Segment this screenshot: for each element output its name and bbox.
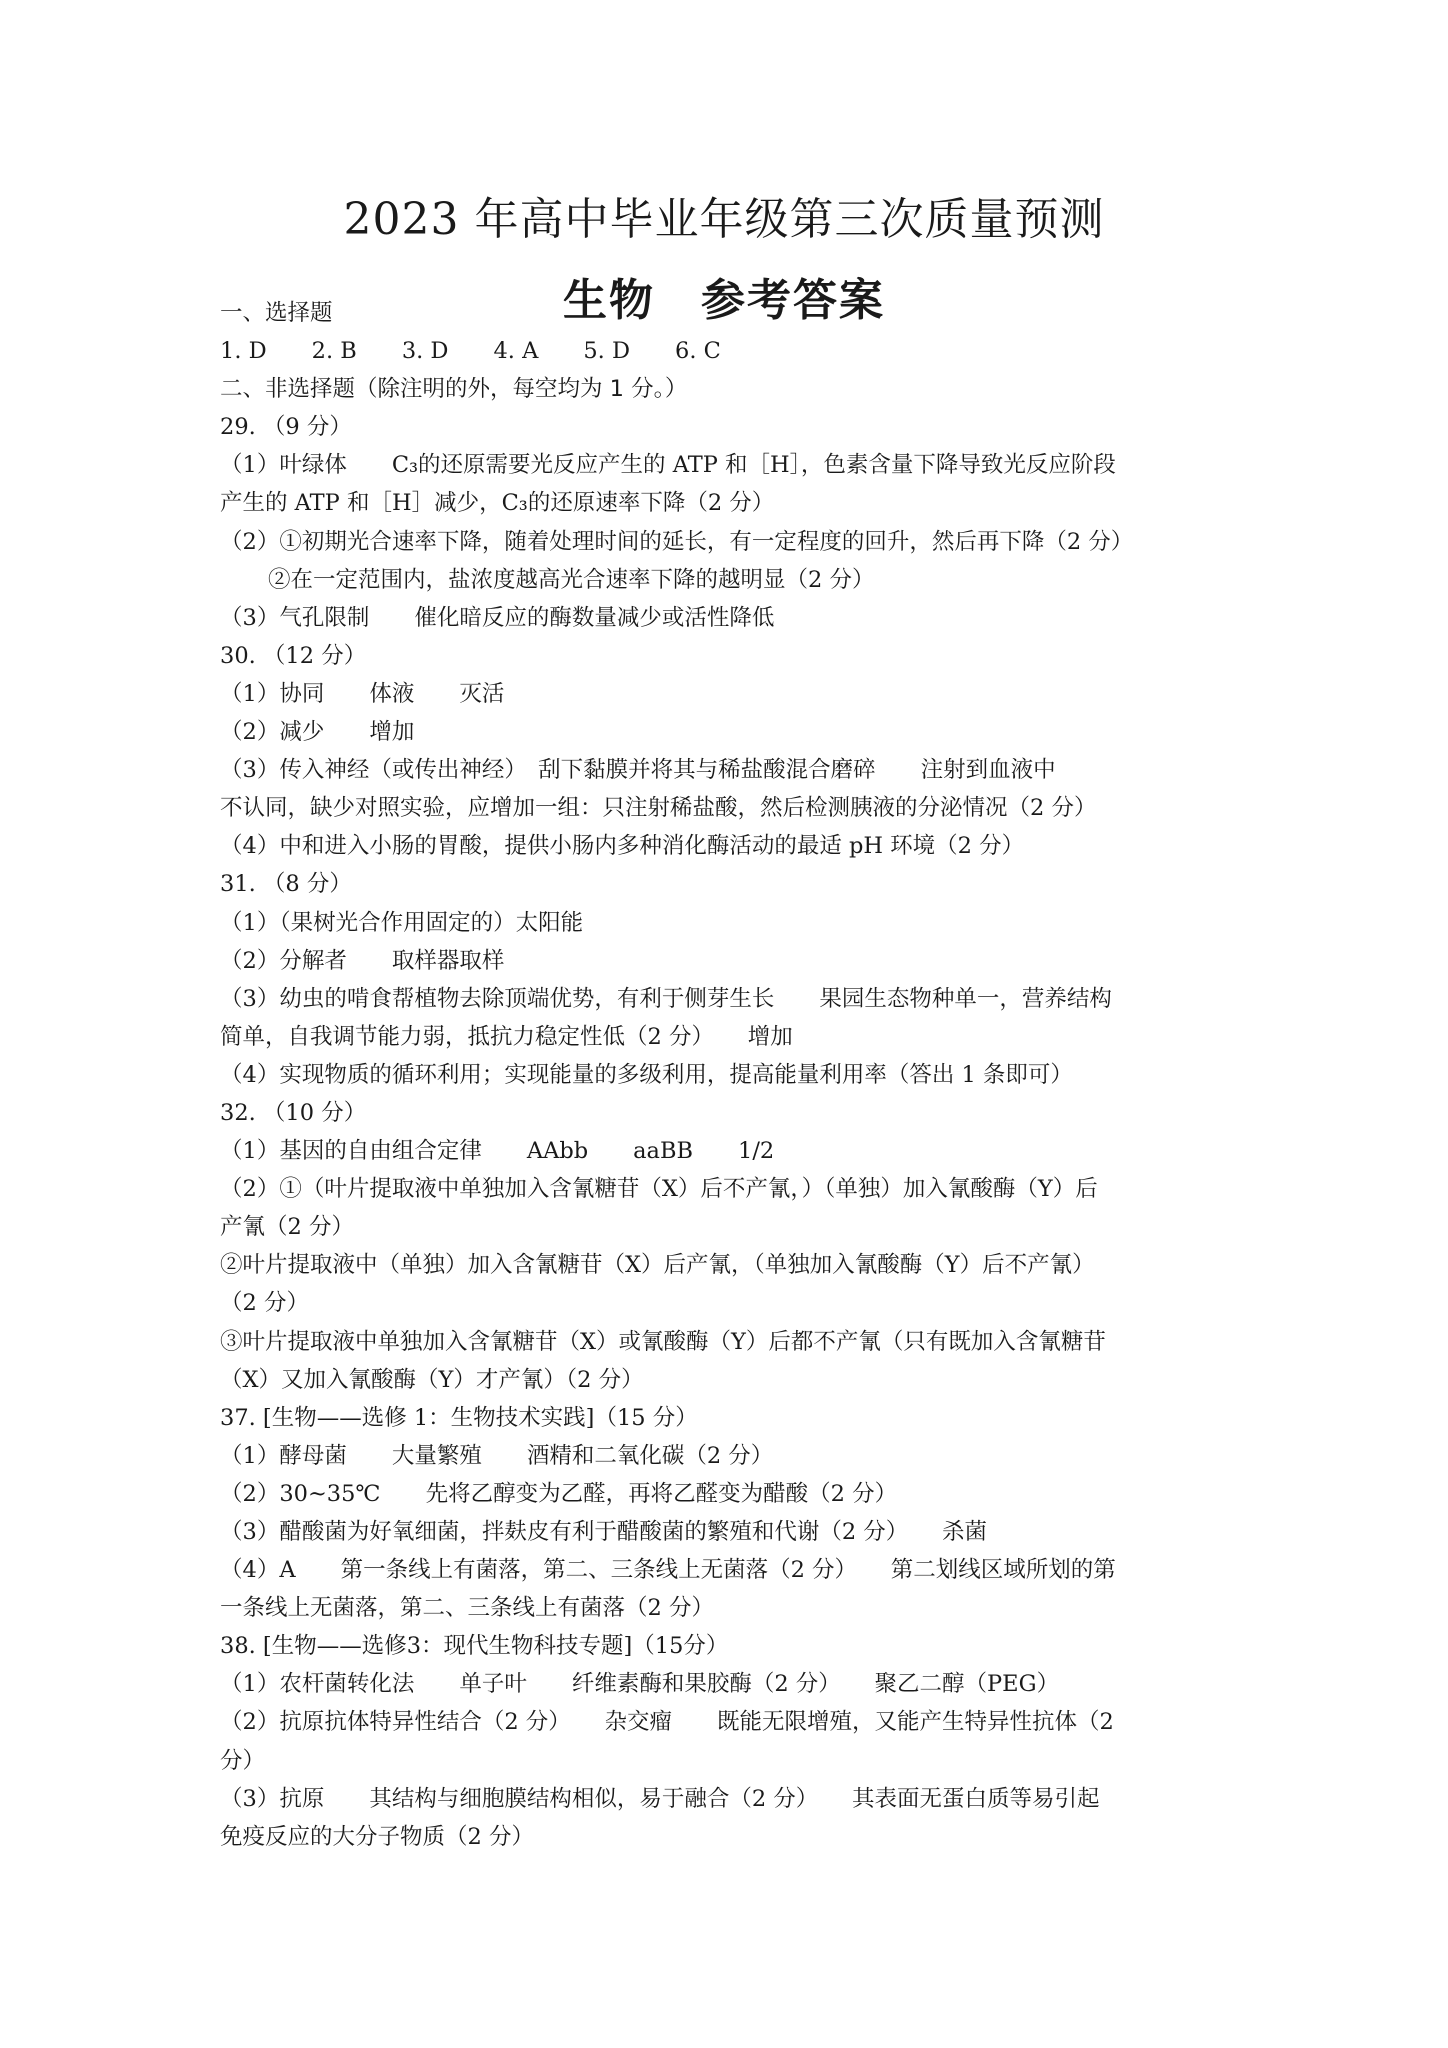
question-number: 32. （10 分） — [220, 1099, 367, 1126]
question-number: 38. [生物——选修3：现代生物科技专题]（15分） — [220, 1633, 729, 1660]
answer-line: （2）①初期光合速率下降，随着处理时间的延长，有一定程度的回升，然后再下降（2 分） — [220, 528, 1134, 555]
answer-line: 简单，自我调节能力弱，抵抗力稳定性低（2 分） 增加 — [220, 1023, 793, 1050]
answer-line: （4）中和进入小肠的胃酸，提供小肠内多种消化酶活动的最适 pH 环境（2 分） — [220, 833, 1025, 860]
answer-line: （1）酵母菌 大量繁殖 酒精和二氧化碳（2 分） — [220, 1442, 774, 1469]
page-subtitle: 生物 参考答案 — [563, 275, 885, 326]
section-heading: 二、非选择题（除注明的外，每空均为 1 分。） — [220, 376, 688, 403]
question-number: 31. （8 分） — [220, 871, 352, 898]
answer-body — [220, 294, 1240, 1856]
question-number: 30. （12 分） — [220, 642, 367, 669]
answer-line: 1. D 2. B 3. D 4. A 5. D 6. C — [220, 338, 721, 365]
answer-line: 产氰（2 分） — [220, 1214, 354, 1241]
answer-line: 产生的 ATP 和［H］减少，C₃的还原速率下降（2 分） — [220, 490, 775, 517]
answer-line: （2）抗原抗体特异性结合（2 分） 杂交瘤 既能无限增殖，又能产生特异性抗体（2 — [220, 1709, 1114, 1736]
answer-line: （4）实现物质的循环利用；实现能量的多级利用，提高能量利用率（答出 1 条即可） — [220, 1061, 1073, 1088]
question-number: 29. （9 分） — [220, 414, 352, 441]
answer-line: 不认同，缺少对照实验，应增加一组：只注射稀盐酸，然后检测胰液的分泌情况（2 分） — [220, 795, 1097, 822]
answer-line: （3）传入神经（或传出神经） 刮下黏膜并将其与稀盐酸混合磨碎 注射到血液中 — [220, 757, 1056, 784]
answer-line: （1）基因的自由组合定律 AAbb aaBB 1/2 — [220, 1138, 775, 1165]
answer-line: ③叶片提取液中单独加入含氰糖苷（X）或氰酸酶（Y）后都不产氰（只有既加入含氰糖苷 — [220, 1328, 1106, 1355]
answer-line: 免疫反应的大分子物质（2 分） — [220, 1823, 534, 1850]
answer-line: （1）农杆菌转化法 单子叶 纤维素酶和果胶酶（2 分） 聚乙二醇（PEG） — [220, 1671, 1060, 1698]
answer-line: （2）分解者 取样器取样 — [220, 947, 505, 974]
answer-line: （1）协同 体液 灭活 — [220, 680, 505, 707]
answer-line: （2）30~35℃ 先将乙醇变为乙醛，再将乙醛变为醋酸（2 分） — [220, 1480, 898, 1507]
answer-line: （2）①（叶片提取液中单独加入含氰糖苷（X）后不产氰，）（单独）加入氰酸酶（Y）后 — [220, 1176, 1098, 1203]
answer-line: （4）A 第一条线上有菌落，第二、三条线上无菌落（2 分） 第二划线区域所划的第 — [220, 1557, 1116, 1584]
page-title: 2023 年高中毕业年级第三次质量预测 — [343, 194, 1105, 245]
answer-line: （X）又加入氰酸酶（Y）才产氰）（2 分） — [220, 1366, 644, 1393]
answer-line: （2）减少 增加 — [220, 719, 415, 746]
answer-line: （3）幼虫的啃食帮植物去除顶端优势，有利于侧芽生长 果园生态物种单一，营养结构 — [220, 985, 1112, 1012]
answer-line: 一条线上无菌落，第二、三条线上有菌落（2 分） — [220, 1595, 714, 1622]
answer-line: （1）叶绿体 C₃的还原需要光反应产生的 ATP 和［H］，色素含量下降导致光反应阶段 — [220, 452, 1116, 479]
section-heading: 一、选择题 — [220, 300, 333, 326]
answer-line: （3）抗原 其结构与细胞膜结构相似，易于融合（2 分） 其表面无蛋白质等易引起 — [220, 1785, 1100, 1812]
answer-line: （1）（果树光合作用固定的）太阳能 — [220, 909, 584, 936]
answer-line: （3）气孔限制 催化暗反应的酶数量减少或活性降低 — [220, 604, 775, 631]
answer-line: （3）醋酸菌为好氧细菌，拌麸皮有利于醋酸菌的繁殖和代谢（2 分） 杀菌 — [220, 1519, 988, 1545]
answer-line: ②在一定范围内，盐浓度越高光合速率下降的越明显（2 分） — [268, 566, 875, 593]
answer-line: ②叶片提取液中（单独）加入含氰糖苷（X）后产氰，（单独加入氰酸酶（Y）后不产氰） — [220, 1252, 1095, 1279]
answer-line: （2 分） — [220, 1290, 309, 1317]
answer-line: 分） — [220, 1747, 266, 1774]
question-number: 37. [生物——选修 1：生物技术实践]（15 分） — [220, 1404, 698, 1431]
